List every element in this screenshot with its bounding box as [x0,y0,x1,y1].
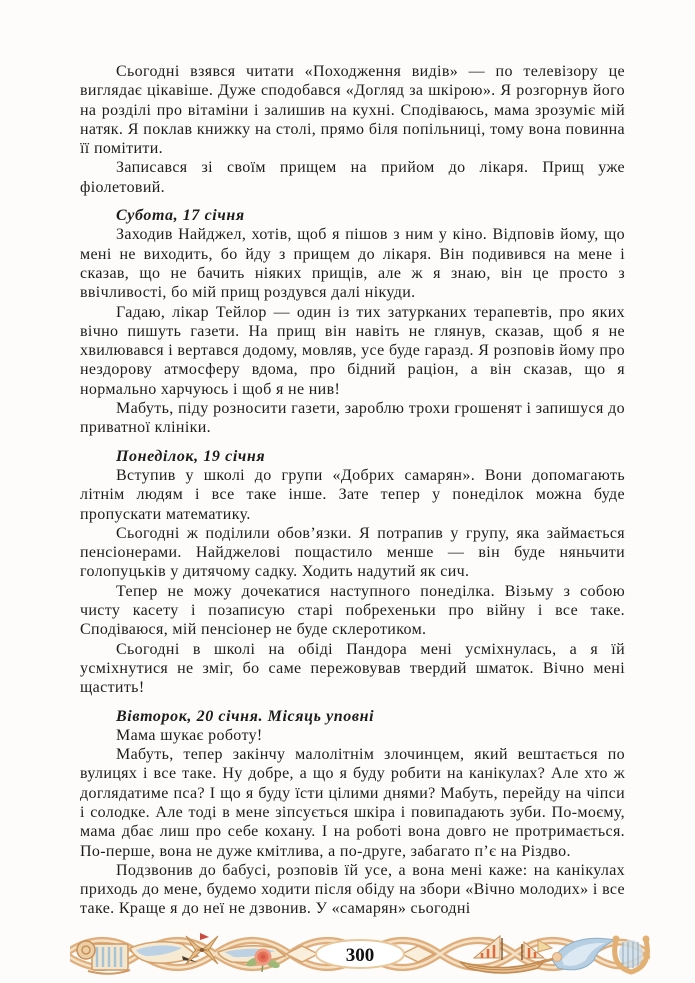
paragraph: Сьогодні взявся читати «Походження видів» — по телевізору це виглядає цікавіше. Дуже сподобався «Догляд за шкірою». Я розгорнув його на розділі про вітаміни і залишив на кухні. Сподіваюсь, мама зрозуміє мій натяк. Я поклав книжку на столі, прямо біля попільниці, тому вона повинна її помітити. [80,63,625,158]
paragraph: Сьогодні в школі на обіді Пандора мені усміхнулась, а я їй усміхнутися не зміг, бо саме пережовував твердий шматок. Вічно мені щастить! [80,640,625,697]
page-footer [70,930,650,978]
paragraph: Мама шукає роботу! [116,726,263,744]
column-capital-icon [77,941,130,974]
paragraph: Мабуть, тепер закінчу малолітнім злочинцем, який вештається по вулицях і все таке. Ну добре, а що я буду робити на канікулах? Але хто ж доглядатиме пса? І що я буду їсти цілими днями? Мабуть, перейду на чіпси і солодке. Але тоді в мене зіпсується шкіра і повипадають зуби. По-моєму, мама дбає лиш про себе кохану. І на роботі вона довго не протримається. По-перше, вона не дуже кмітлива, а по-друге, забагато п’є на Різдво. [80,746,625,860]
page-text [80,62,625,919]
paragraph: Мабуть, піду розносити газети, зароблю трохи грошенят і запишуся до приватної клініки. [80,400,625,437]
entry-heading-saturday-17: Субота, 17 січня [116,207,245,225]
paragraph: Заходив Найджел, хотів, щоб я пішов з ним у кіно. Відповів йому, що мені не виходить, бо йду з прищем до лікаря. Він подивився на мене і сказав, що не бачить ніяких прищів, але ж я знаю, він це просто з ввічливості, бо мій прищ роздувся далі нікуди. [80,226,625,302]
entry-heading-tuesday-20: Вівторок, 20 січня. Місяць уповні [116,707,375,725]
paragraph: Вступив у школі до групи «Добрих самарян». Вони допомагають літнім людям і все таке інше. Зате тепер у понеділок можна буде пропускати математику. [80,466,625,523]
paragraph: Сьогодні ж поділили обов’язки. Я потрапив у групу, яка займається пенсіонерами. Найджелові пощастило менше — він буде няньчити голопуцьків у дитячому садку. Ходить надутий як сич. [80,524,625,581]
paragraph: Тепер не можу дочекатися наступного понеділка. Візьму з собою чисту касету і позаписую старі побрехеньки про війну і все таке. Сподіваюся, мій пенсіонер не буде склеротиком. [80,582,625,639]
page-number: 300 [345,945,375,966]
entry-heading-monday-19: Понеділок, 19 січня [116,447,266,465]
paragraph: Подзвонив до бабусі, розповів їй усе, а вона мені каже: на канікулах приходь до мене, будемо ходити після обіду на збори «Вічно молодих» і все таке. Краще я до неї не дзвонив. У «самарян» сьогодні [80,861,625,918]
page-number-medallion [316,940,404,968]
paragraph: Записався зі своїм прищем на прийом до лікаря. Прищ уже фіолетовий. [80,159,625,196]
ornament-band [70,930,650,978]
paragraph: Гадаю, лікар Тейлор — один із тих затурканих терапевтів, про яких вічно пишуть газети. На прищ він навіть не глянув, сказав, щоб я не хвилювався і вертався додому, мовляв, усе буде гаразд. Я розповів йому про нездорову атмосферу вдома, про бідний раціон, а він сказав, що я нормально харчуюсь і щоб я не нив! [80,303,625,398]
